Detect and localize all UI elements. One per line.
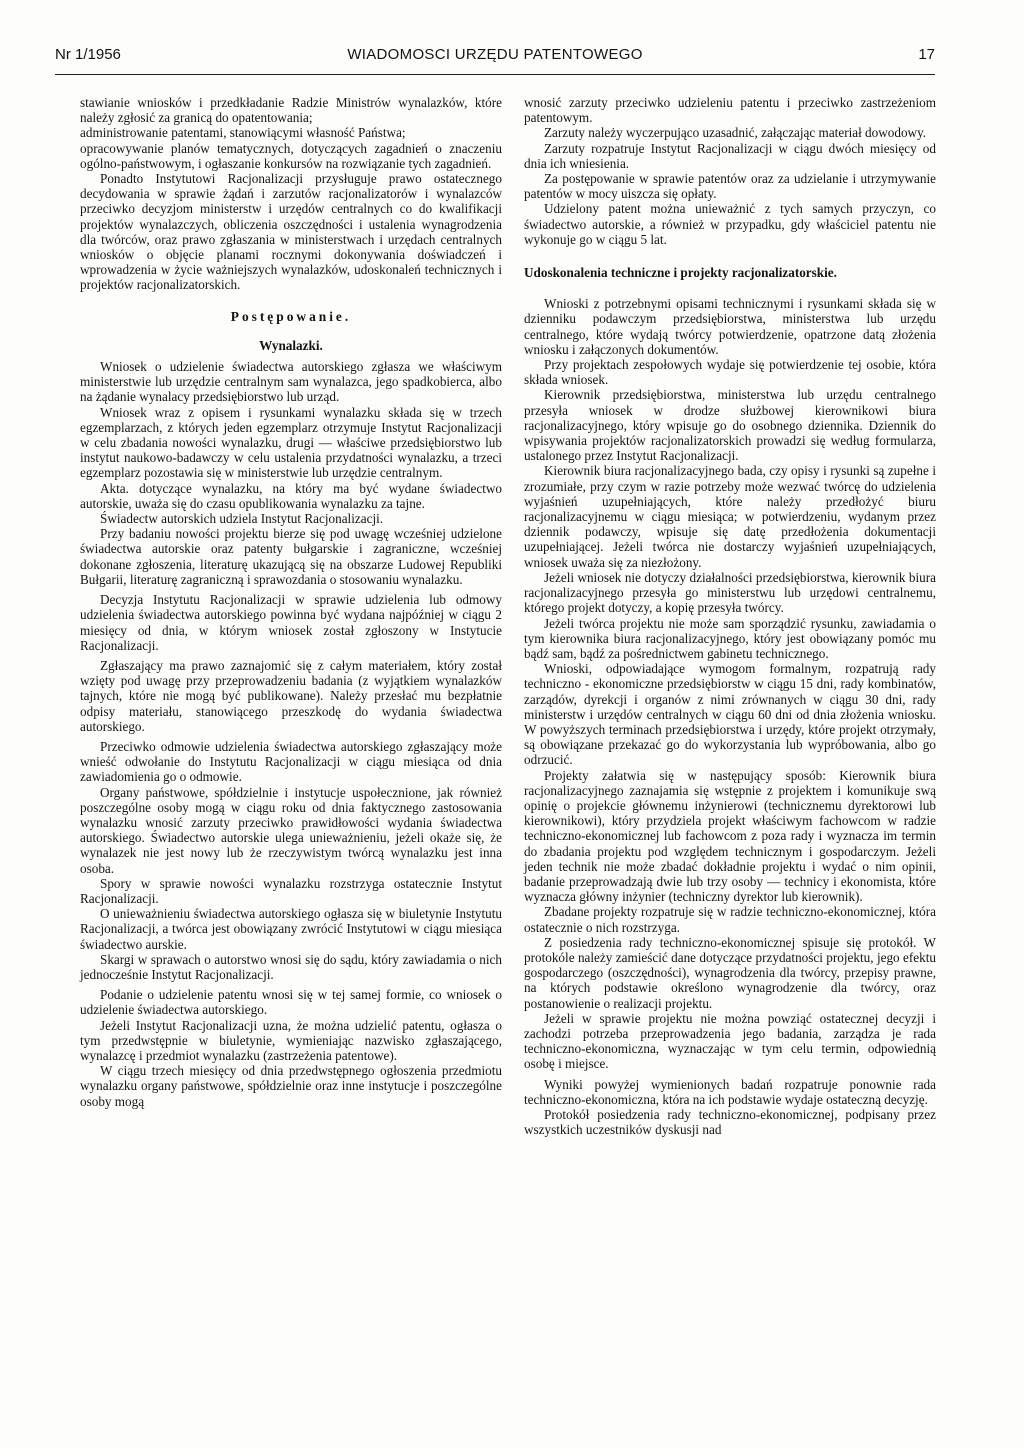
right-column	[524, 95, 936, 1137]
paragraph: Przy projektach zespołowych wydaje się potwierdzenie tej osobie, która składa wniosek.	[524, 357, 936, 388]
paragraph: Wniosek o udzielenie świadectwa autorskiego zgłasza we właściwym ministerstwie lub urzędzie centralnym sam wynalazca, jego spadkobierca, albo na żądanie wynalacy przedsiębiorstwo lub urząd.	[80, 359, 502, 405]
paragraph: Kierownik przedsiębiorstwa, ministerstwa lub urzędu centralnego przesyła wniosek w drodze służbowej kierownikowi biura racjonalizacyjnego, który wpisuje go do osobnego dziennika. Dziennik do wpisywania projektów racjonalizatorskich prowadzi się według formularza, ustalonego przez Instytut Racjonalizacji.	[524, 387, 936, 464]
section-heading-improvements: Udoskonalenia techniczne i projekty racjonalizatorskie.	[524, 265, 837, 281]
paragraph: Podanie o udzielenie patentu wnosi się w tej samej formie, co wniosek o udzielenie świadectwa autorskiego.	[80, 987, 502, 1018]
paragraph: Organy państwowe, spółdzielnie i instytucje uspołecznione, jak również poszczególne osoby mogą w ciągu roku od dnia faktycznego zastosowania wynalazku wnosić zarzuty przeciwko prawidłowości wydania świadectwa autorskiego. Świadectwo autorskie ulega unieważnieniu, jeżeli okaże się, że wynalazek nie jest nowy lub że rzeczywistym twórcą wynalazku jest inna osoba.	[80, 784, 502, 876]
paragraph: Za postępowanie w sprawie patentów oraz za udzielanie i utrzymywanie patentów w mocy uiszcza się opłaty.	[524, 171, 936, 202]
paragraph: wnosić zarzuty przeciwko udzieleniu patentu i przeciwko zastrzeżeniom patentowym.	[524, 95, 936, 126]
journal-title: WIADOMOSCI URZĘDU PATENTOWEGO	[347, 46, 643, 63]
paragraph: Przy badaniu nowości projektu bierze się pod uwagę wcześniej udzielone świadectwa autorskie oraz patenty bułgarskie i zagraniczne, wcześniej dokonane zgłoszenia, literaturę ukazującą się na obszarze Ludowej Republiki Bułgarii, literaturę zagraniczną i sprawozdania o stosowaniu wynalazku.	[80, 526, 502, 587]
paragraph: opracowywanie planów tematycznych, dotyczących zagadnień o znaczeniu ogólno-państwowym, i ogłaszanie konkursów na rozwiązanie tych zagadnień.	[80, 140, 502, 171]
paragraph: Zarzuty rozpatruje Instytut Racjonalizacji w ciągu dwóch miesięcy od dnia ich wniesienia.	[524, 140, 936, 171]
issue-number: Nr 1/1956	[55, 46, 121, 63]
paragraph: Ponadto Instytutowi Racjonalizacji przysługuje prawo ostatecznego decydowania w sprawie żądań i zarzutów racjonalizatorów i wynalazców przeciwko decyzjom ministerstw i urzędów centralnych co do kwalifikacji projektów wynalazczych, obliczenia oszczędności i ustalenia wynagrodzenia dla twórców, oraz prawo zgłaszania w ministerstwach i urzędach centralnych wniosków o objęcie planami rocznymi dokonywania doświadczeń i wprowadzenia w życie ważniejszych wynalazków, udoskonaleń technicznych i projektów racjonalizatorskich.	[80, 171, 502, 293]
page-number: 17	[918, 46, 935, 63]
paragraph: Zbadane projekty rozpatruje się w radzie techniczno-ekonomicznej, która ostatecznie o nich rozstrzyga.	[524, 904, 936, 935]
paragraph: Zarzuty należy wyczerpująco uzasadnić, załączając materiał dowodowy.	[544, 125, 927, 141]
section-heading-procedure: Postępowanie.	[230, 308, 352, 324]
paragraph: Udzielony patent można unieważnić z tych samych przyczyn, co świadectwo autorskie, a również w przypadku, gdy właściciel patentu nie wykonuje go w ciągu 5 lat.	[524, 201, 936, 247]
paragraph: Wyniki powyżej wymienionych badań rozpatruje ponownie rada techniczno-ekonomiczna, która na ich podstawie wydaje ostateczną decyzję.	[524, 1076, 936, 1107]
paragraph: Wniosek wraz z opisem i rysunkami wynalazku składa się w trzech egzemplarzach, z których jeden egzemplarz otrzymuje Instytut Racjonalizacji w celu zbadania nowości wynalazku, drugi — właściwe przedsiębiorstwo lub instytut naukowo-badawczy w celu ustalenia przydatności wynalazku, a trzeci egzemplarz pozostawia się w ministerstwie lub urzędzie centralnym.	[80, 404, 502, 481]
paragraph: Projekty załatwia się w następujący sposób: Kierownik biura racjonalizacyjnego zaznajamia się wstępnie z projektem i komunikuje swą opinię o projekcie głównemu inżynierowi (technicznemu dyrektorowi lub kierownikowi), który przydziela projekt właściwym fachowcom w radzie techniczno-ekonomicznej lub fachowcom z poza rady i wyznacza im termin do zbadania projektu pod względem technicznym i gospodarczym. Jeżeli jeden technik nie może zbadać dokładnie projektu i wydać o nim opinii, badanie przeprowadzają dwie lub trzy osoby — technicy i ekonomista, które wyznacza główny inżynier (techniczny dyrektor lub kierownik).	[524, 767, 936, 905]
paragraph: Spory w sprawie nowości wynalazku rozstrzyga ostatecznie Instytut Racjonalizacji.	[80, 875, 502, 906]
paragraph: Decyzja Instytutu Racjonalizacji w sprawie udzielenia lub odmowy udzielenia świadectwa autorskiego powinna być wydana najpóźniej w ciągu 2 miesięcy od dnia, w którym wniosek został zgłoszony w Instytucie Racjonalizacji.	[80, 592, 502, 653]
page-header	[55, 46, 935, 72]
paragraph: Świadectw autorskich udziela Instytut Racjonalizacji.	[100, 511, 384, 527]
paragraph: Wnioski z potrzebnymi opisami technicznymi i rysunkami składa się w dzienniku podawczym przedsiębiorstwa, ministerstwa lub urzędu centralnego, które wydają twórcy potwierdzenie, opatrzone datą złożenia wniosku i załączonych dokumentów.	[524, 296, 936, 357]
paragraph: Jeżeli w sprawie projektu nie można powziąć ostatecznej decyzji i zachodzi potrzeba przeprowadzenia jego badania, zarządza je rada techniczno-ekonomiczna, wyznaczając w tym celu termin, odpowiednią osobę i miejsce.	[524, 1010, 936, 1072]
header-rule	[55, 74, 935, 75]
paragraph: Wnioski, odpowiadające wymogom formalnym, rozpatrują rady techniczno - ekonomiczne przedsiębiorstw w ciągu 15 dni, rady kombinatów, zarządów, dyrekcji i organów z nimi zrównanych w ciągu 30 dni, rady ministerstw i urzędów centralnych w ciągu 60 dni od dnia złożenia wniosku. W powyższych terminach przedsiębiorstwa i urzędy, które projekt otrzymały, są obowiązane przekazać go do wykorzystania lub wypróbowania, albo go odrzucić.	[524, 661, 936, 768]
paragraph: Zgłaszający ma prawo zaznajomić się z całym materiałem, który został wzięty pod uwagę przy przeprowadzeniu badania (z wyjątkiem wynalazków tajnych, które nie mogą być publikowane). Należy przesłać mu bezpłatnie odpisy materiału, stanowiącego przeszkodę do wydania świadectwa autorskiego.	[80, 657, 502, 734]
paragraph: administrowanie patentami, stanowiącymi własność Państwa;	[80, 125, 406, 141]
paragraph: stawianie wniosków i przedkładanie Radzie Ministrów wynalazków, które należy zgłosić za granicą do opatentowania;	[80, 95, 502, 126]
paragraph: Skargi w sprawach o autorstwo wnosi się do sądu, który zawiadamia o nich jednocześnie Instytut Racjonalizacji.	[80, 951, 502, 982]
paragraph: Kierownik biura racjonalizacyjnego bada, czy opisy i rysunki są zupełne i zrozumiałe, przy czym w razie potrzeby może wezwać twórcę do udzielenia wyjaśnień uzupełniających, które należy przedłożyć biuru racjonalizacyjnemu w ciągu miesiąca; w potwierdzeniu, wydanym przez dziennik podawczy, wpisuje się datę przedłożenia dokumentacji uzupełniającej. Jeżeli twórca nie dostarczy wyjaśnień uzupełniających, wniosek uważa się za niezłożony.	[524, 463, 936, 570]
paragraph: Akta. dotyczące wynalazku, na który ma być wydane świadectwo autorskie, uważa się do czasu opublikowania wynalazku za tajne.	[80, 480, 502, 511]
paragraph: Protokół posiedzenia rady techniczno-ekonomicznej, podpisany przez wszystkich uczestników dyskusji nad	[524, 1107, 936, 1138]
paragraph: Przeciwko odmowie udzielenia świadectwa autorskiego zgłaszający może wnieść odwołanie do Instytutu Racjonalizacji w ciągu miesiąca od dnia zawiadomienia go o odmowie.	[80, 738, 502, 785]
paragraph: Z posiedzenia rady techniczno-ekonomicznej spisuje się protokół. W protokóle należy zamieścić dane dotyczące przydatności projektu, jego efektu gospodarczego (oszczędności), wynagrodzenia dla twórcy, przepisy prawne, na których podstawie określono wynagrodzenie dla twórcy, oraz postanowienie o realizacji projektu.	[524, 934, 936, 1011]
left-column	[80, 95, 502, 1109]
paragraph: Jeżeli Instytut Racjonalizacji uzna, że można udzielić patentu, ogłasza o tym przedwstępnie w biuletynie, wymieniając nazwisko zgłaszającego, wynalazcę i przedmiot wynalazku (zastrzeżenia patentowe).	[80, 1017, 502, 1063]
paragraph: Jeżeli twórca projektu nie może sam sporządzić rysunku, zawiadamia o tym kierownika biura racjonalizacyjnego, który jest obowiązany pomóc mu bądź sam, bądź za pośrednictwem gabinetu technicznego.	[524, 615, 936, 661]
subsection-heading-inventions: Wynalazki.	[259, 337, 323, 353]
paragraph: Jeżeli wniosek nie dotyczy działalności przedsiębiorstwa, kierownik biura racjonalizacyjnego przesyła go ministerstwu lub urzędowi centralnemu, którego projekt dotyczy, a kopię przesyła twórcy.	[524, 569, 936, 616]
paragraph: O unieważnieniu świadectwa autorskiego ogłasza się w biuletynie Instytutu Racjonalizacji, a twórca jest obowiązany zwrócić Instytutowi w ciągu miesiąca świadectwo aurskie.	[80, 906, 502, 952]
paragraph: W ciągu trzech miesięcy od dnia przedwstępnego ogłoszenia przedmiotu wynalazku organy państwowe, spółdzielnie oraz inne instytucje i poszczególne osoby mogą	[80, 1063, 502, 1109]
